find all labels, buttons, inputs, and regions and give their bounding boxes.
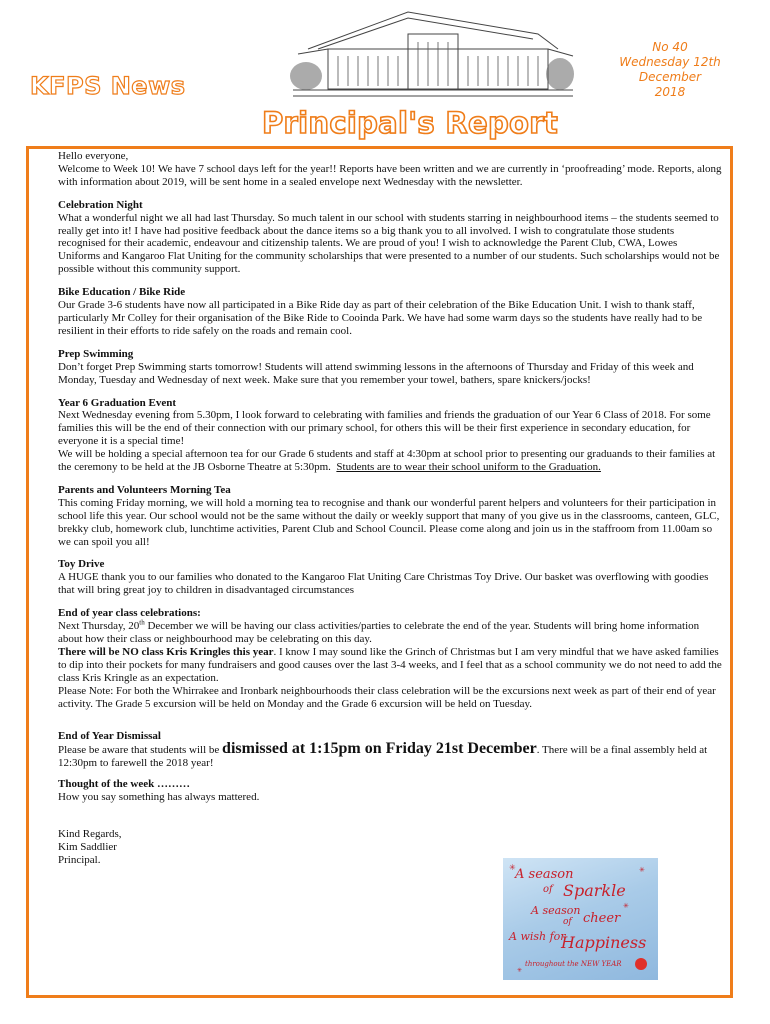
card-line: A wish for	[509, 930, 566, 943]
ordinal-suffix: th	[139, 618, 145, 627]
section-text-2	[58, 448, 722, 474]
uniform-notice: Students are to wear their school uniform to the Graduation.	[336, 461, 601, 474]
card-line: cheer	[583, 911, 621, 926]
section-text: What a wonderful night we all had last Thursday. So much talent in our school with students starring in neighbourhood items – the students seemed to really get into it! I have had positive feedback about the dance items so a big thank you to all involved. I wish to congratulate those students recognised for their academic, endeavour and citizenship talents. We are proud of you! I wish to acknowledge the Parent Club, CWA, Lowes Uniforms and Kangaroo Flat Uniting for the community scholarships that were presented to a number of our students. Such scholarships would not be possible without this community support.	[58, 211, 720, 276]
svg-text:✳: ✳	[509, 863, 516, 872]
issue-date: Wednesday 12th December	[619, 55, 721, 84]
report-heading: Principal's Report	[262, 106, 559, 140]
newsletter-title: KFPS News	[30, 72, 186, 100]
section-text: A HUGE thank you to our families who donated to the Kangaroo Flat Uniting Care Christmas Toy Drive. Our basket was overflowing with goodies that will bring great joy to children in disadvantaged circumstances	[58, 571, 709, 597]
dismissal-text-start: Please be aware that students will be	[58, 744, 223, 757]
section-title: End of Year Dismissal	[58, 730, 161, 743]
section-toy-drive	[58, 558, 722, 597]
no-kris-kringle-notice: There will be NO class Kris Kringles this year	[58, 645, 274, 658]
svg-text:✳: ✳	[623, 902, 629, 910]
neighbourhood-note: Please Note: For both the Whirrakee and Ironbark neighbourhoods their class celebration will be the excursions next week as part of their end of year activity. The Grade 5 excursion will be held on Monday and the Grade 6 excursion will be held on Tuesday.	[58, 684, 716, 710]
graduation-details: We will be holding a special afternoon tea for our Grade 6 students and staff at 4:30pm at school prior to presenting our graduands to their families at the ceremony to be held at the JB Osborne Theatre at 5:30pm.	[58, 448, 716, 474]
end-class-text-end: December we will be having our class activities/parties to celebrate the end of the year. Students will bring home information about how their class or neighbourhood may be celebrating on this day.	[58, 620, 700, 645]
card-line: Sparkle	[563, 881, 626, 900]
principal-name: Kim Saddlier	[58, 840, 117, 853]
section-title: Celebration Night	[58, 198, 143, 211]
greeting-card-art	[503, 858, 658, 980]
season-greeting-card	[503, 858, 658, 980]
section-text: Our Grade 3-6 students have now all participated in a Bike Ride day as part of their celebration of the Bike Education Unit. I wish to thank staff, particularly Mr Colley for their organisation of the Bike Ride to Cooinda Park. We have had some warm days so the students have really had to be resilient in their efforts to ride safely on the roads and remain cool.	[58, 299, 703, 337]
dismissal-time: dismissed at 1:15pm on Friday 21st December	[222, 740, 537, 758]
end-class-text-start: Next Thursday, 20	[58, 620, 140, 633]
issue-info	[590, 40, 750, 100]
section-text	[58, 740, 722, 770]
section-title: Toy Drive	[58, 558, 105, 571]
regards: Kind Regards,	[58, 827, 122, 840]
issue-number: No 40	[652, 40, 688, 54]
card-line: of	[563, 917, 572, 927]
card-line: A season	[531, 904, 581, 917]
greeting: Hello everyone,	[58, 150, 129, 162]
section-text-2	[58, 646, 722, 685]
card-line: of	[543, 884, 553, 895]
kris-kringle-explanation: . I know I may sound like the Grinch of Christmas but I am very mindful that we have asked families to dip into their pockets for many fundraisers and good causes over the last 3-4 weeks, and I feel that as a school community we do not need to add the class Kris Kringle as an expectation.	[58, 645, 722, 684]
dismissal-text-end: . There will be a final assembly held at 12:30pm to farewell the 2018 year!	[58, 744, 708, 770]
section-title: Parents and Volunteers Morning Tea	[58, 483, 231, 496]
section-morning-tea	[58, 484, 722, 549]
section-text: This coming Friday morning, we will hold a morning tea to recognise and thank our wonderful parent helpers and volunteers for their participation in school life this year. Our school would not be the same without the daily or weekly support that many of you give us in the classrooms, canteen, GLC, brekky club, homework club, lunchtime activities, Parent Club and School Council. Please come along and join us in the staffroom from 11.00am so we can spoil you all!	[58, 496, 720, 548]
section-end-class	[58, 607, 722, 710]
svg-text:✳: ✳	[639, 866, 645, 874]
card-line: A season	[515, 867, 574, 882]
card-line: Happiness	[561, 933, 647, 952]
section-title: Prep Swimming	[58, 347, 134, 360]
section-swimming	[58, 348, 722, 387]
section-celebration	[58, 199, 722, 276]
intro-text: Welcome to Week 10! We have 7 school days left for the year!! Reports have been written and we are currently in ‘proofreading’ mode. Reports, along with information about 2019, will be sent home in a sealed envelope next Wednesday with the newsletter.	[58, 162, 722, 188]
section-title: Thought of the week ………	[58, 778, 191, 791]
issue-year: 2018	[654, 85, 686, 99]
section-thought	[58, 778, 722, 804]
section-text: Don’t forget Prep Swimming starts tomorrow! Students will attend swimming lessons in the afternoons of Thursday and Friday of this week and Monday, Tuesday and Wednesday of next week. Make sure that you remember your towel, bathers, spare knickers/jocks!	[58, 360, 694, 386]
section-text: How you say something has always mattered.	[58, 791, 260, 804]
ornament-icon	[635, 958, 647, 970]
svg-text:✳: ✳	[517, 968, 523, 974]
section-text: Next Wednesday evening from 5.30pm, I look forward to celebrating with families and friends the graduation of our Year 6 Class of 2018. For some families this will be the end of their connection with our primary school, for others this will be their first experience in secondary education, for everyone it is a special time!	[58, 409, 711, 448]
section-bike	[58, 286, 722, 338]
principal-title: Principal.	[58, 853, 101, 866]
section-title: End of year class celebrations:	[58, 607, 201, 620]
section-text	[58, 620, 722, 646]
school-building-illustration	[288, 4, 578, 104]
card-line: throughout the NEW YEAR	[525, 960, 622, 968]
section-graduation	[58, 397, 722, 474]
section-dismissal	[58, 730, 722, 770]
section-title: Year 6 Graduation Event	[58, 396, 177, 409]
report-body	[58, 150, 722, 867]
section-title: Bike Education / Bike Ride	[58, 286, 186, 299]
